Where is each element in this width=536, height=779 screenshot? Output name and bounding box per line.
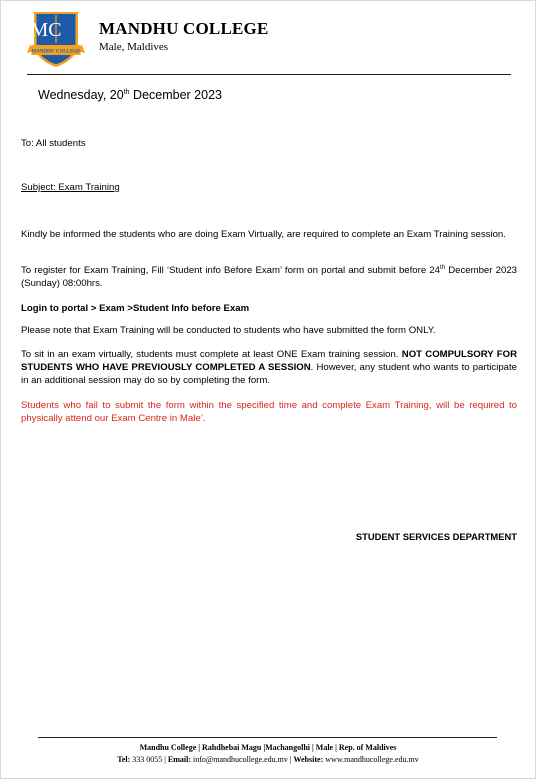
paragraph-session-requirement <box>21 349 517 387</box>
footer-website-label: Website: <box>293 755 324 764</box>
college-location: Male, Maldives <box>99 41 169 53</box>
footer-divider <box>38 737 497 738</box>
college-name: MANDHU COLLEGE <box>99 19 269 38</box>
footer-address: Mandhu College | Rahdhebai Magu |Machangolhi | Male | Rep. of Maldives <box>139 743 397 752</box>
signature-department: STUDENT SERVICES DEPARTMENT <box>355 531 517 542</box>
registration-text: To register for Exam Training, Fill ‘Student info Before Exam’ form on portal and submit before 24 <box>21 265 441 276</box>
portal-navigation-path: Login to portal > Exam >Student Info before Exam <box>21 303 250 314</box>
date-weekday-day: Wednesday, 20 <box>38 88 124 102</box>
letter-date <box>38 88 222 102</box>
registration-deadline-text: December 2023 (Sunday) 08:00hrs. <box>21 265 517 289</box>
paragraph-warning-physical-attendance: Students who fail to submit the form within the specified time and complete Exam Training, will be required to physically attend our Exam Centre in Male’. <box>21 400 517 424</box>
college-crest-logo <box>26 9 86 69</box>
paragraph-virtual-exam-notice: Kindly be informed the students who are doing Exam Virtually, are required to complete an Exam Training session. <box>21 229 506 240</box>
subject-line <box>21 182 517 195</box>
session-requirement-text: To sit in an exam virtually, students must complete at least ONE Exam training session. <box>21 349 402 360</box>
paragraph-training-eligibility: Please note that Exam Training will be conducted to students who have submitted the form ONLY. <box>21 325 436 336</box>
logo-banner-text: MANDHU COLLEGE <box>31 49 81 55</box>
paragraph-registration-deadline <box>21 265 517 291</box>
date-month-year: December 2023 <box>129 88 222 102</box>
additional-session-text: . However, any student who wants to participate in an additional session may do so by completing the form. <box>21 361 517 386</box>
footer-tel: 333 0055 | <box>130 755 168 764</box>
not-compulsory-notice: NOT COMPULSORY FOR STUDENTS WHO HAVE PREVIOUSLY COMPLETED A SESSION <box>21 349 517 373</box>
footer-website: www.mandhucollege.edu.mv <box>323 755 419 764</box>
footer-contact <box>0 755 536 764</box>
footer-tel-label: Tel: <box>117 755 131 764</box>
footer-email-label: Email: <box>167 755 191 764</box>
date-ordinal: th <box>123 89 130 96</box>
header-divider <box>27 74 511 75</box>
logo-initial-m: MC <box>30 19 62 41</box>
registration-ordinal: th <box>440 265 446 271</box>
subject-text: Subject: Exam Training <box>21 182 120 193</box>
recipient-line: To: All students <box>21 138 86 149</box>
footer-email: info@mandhucollege.edu.mv | <box>191 755 294 764</box>
